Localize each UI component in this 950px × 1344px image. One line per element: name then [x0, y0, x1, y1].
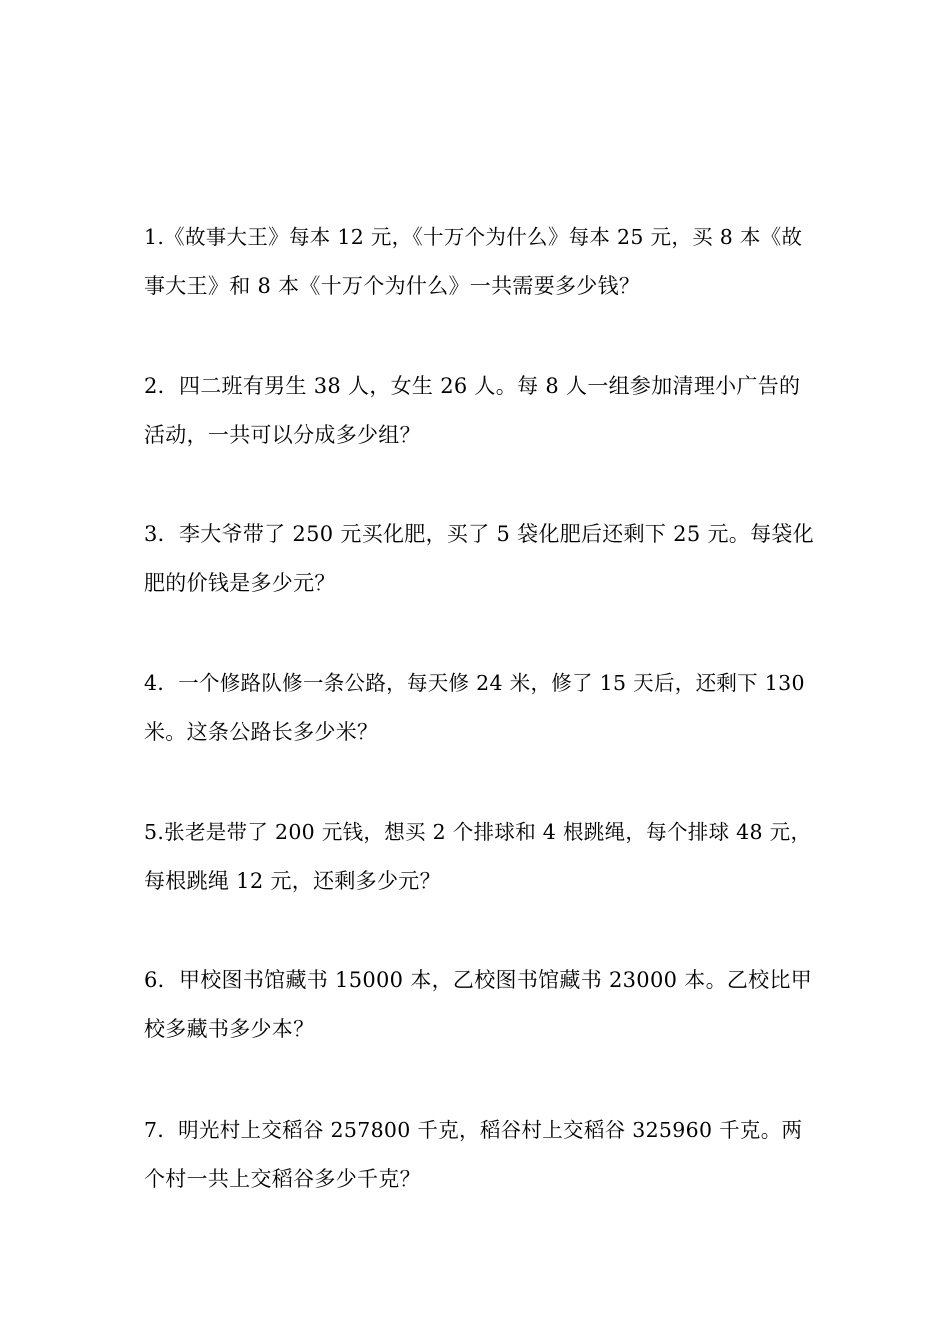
problem-4-line-1: 4．一个修路队修一条公路，每天修 24 米，修了 15 天后，还剩下 130 [144, 671, 805, 695]
problem-2-line-2: 活动，一共可以分成多少组？ [144, 423, 421, 447]
problem-4-line-2: 米。这条公路长多少米？ [144, 720, 379, 744]
problem-7-line-2: 个村一共上交稻谷多少千克？ [144, 1167, 421, 1191]
problem-1-line-1: 1.《故事大王》每本 12 元，《十万个为什么》每本 25 元，买 8 本《故 [144, 225, 803, 249]
problem-7-line-1: 7．明光村上交稻谷 257800 千克，稻谷村上交稻谷 325960 千克。两 [144, 1118, 803, 1142]
problem-2 [144, 362, 814, 460]
problem-3-line-1: 3．李大爷带了 250 元买化肥，买了 5 袋化肥后还剩下 25 元。每袋化 [144, 522, 814, 546]
problem-7 [144, 1106, 814, 1204]
problem-1 [144, 213, 814, 311]
problem-1-line-2: 事大王》和 8 本《十万个为什么》一共需要多少钱？ [144, 274, 641, 298]
problem-6-line-1: 6．甲校图书馆藏书 15000 本，乙校图书馆藏书 23000 本。乙校比甲 [144, 968, 813, 992]
problem-3-line-2: 肥的价钱是多少元？ [144, 571, 336, 595]
problem-6 [144, 956, 814, 1054]
problem-5-line-1: 5.张老是带了 200 元钱，想买 2 个排球和 4 根跳绳，每个排球 48 元， [144, 820, 812, 844]
problem-4 [144, 659, 814, 757]
problem-5-line-2: 每根跳绳 12 元，还剩多少元？ [144, 869, 441, 893]
problem-2-line-1: 2．四二班有男生 38 人，女生 26 人。每 8 人一组参加清理小广告的 [144, 374, 801, 398]
problem-3 [144, 510, 814, 608]
problem-6-line-2: 校多藏书多少本？ [144, 1017, 315, 1041]
problem-5 [144, 808, 814, 906]
